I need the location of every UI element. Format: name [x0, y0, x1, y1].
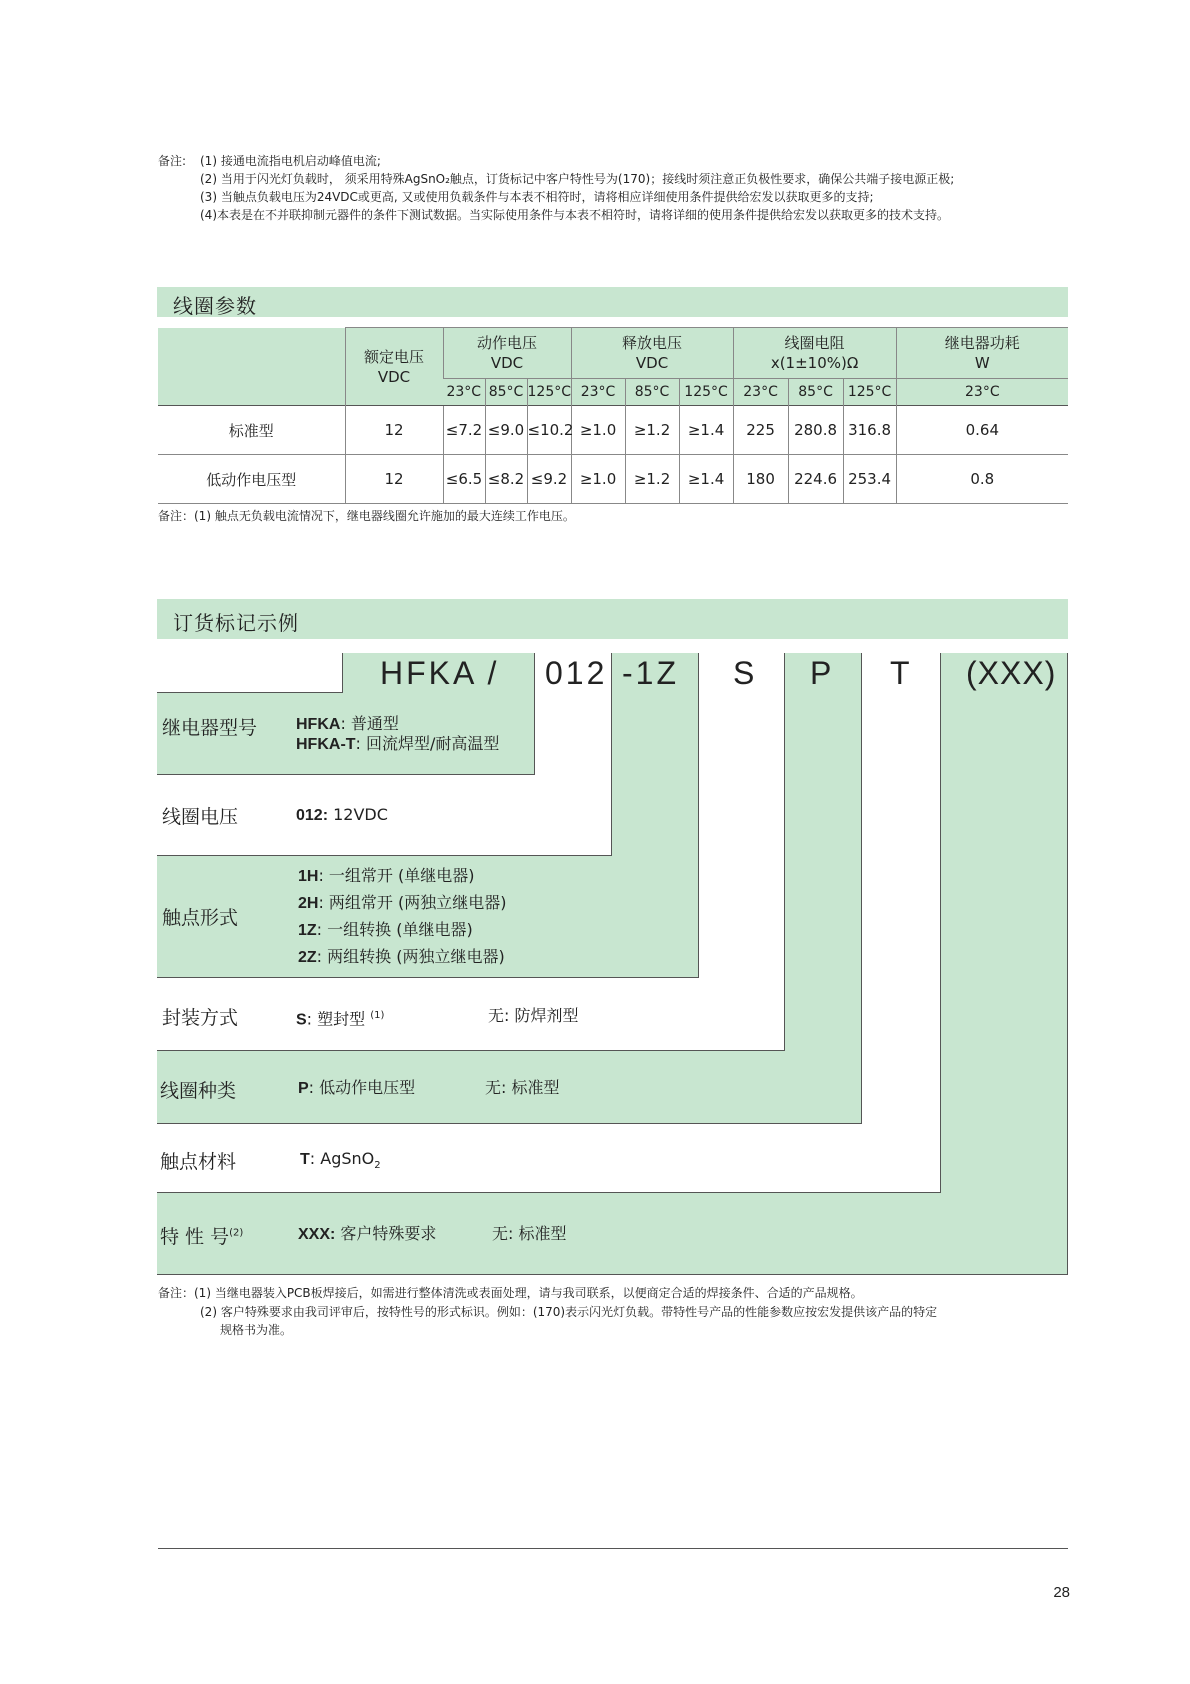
cell: 0.64	[896, 406, 1068, 455]
desc-seal: S: 塑封型 $^{(1)}$	[296, 1009, 385, 1029]
temp-header: 23°C	[896, 379, 1068, 406]
desc-contact-4: 2Z: 两组转换 (两独立继电器)	[298, 947, 505, 966]
temp-header: 85°C	[485, 379, 527, 406]
desc-seal-alt: 无: 防焊剂型	[488, 1006, 579, 1025]
coil-section-title: 线圈参数	[173, 294, 257, 318]
header-rated-voltage: 额定电压 VDC	[345, 328, 443, 406]
order-note-2: (2) 客户特殊要求由我司评审后，按特性号的形式标识。例如：(170)表示闪光灯负载。带特性号产品的性能参数应按宏发提供该产品的特定	[200, 1305, 938, 1319]
code-special: (XXX)	[966, 655, 1057, 691]
table-row	[158, 455, 1068, 504]
header-coil-resistance: 线圈电阻 x(1±10%)Ω	[733, 328, 896, 379]
cell: 280.8	[788, 406, 843, 455]
top-note-2: (2) 当用于闪光灯负载时， 须采用特殊AgSnO₂触点，订货标记中客户特性号为(170)；接线时须注意正负极性要求，确保公共端子接电源正极;	[200, 172, 955, 186]
code-seal: S	[733, 655, 758, 691]
coil-parameter-table	[158, 327, 1068, 504]
order-section-title: 订货标记示例	[173, 611, 299, 635]
label-contact: 触点形式	[162, 907, 239, 929]
cell: 253.4	[843, 455, 896, 504]
desc-contact-3: 1Z: 一组转换 (单继电器)	[298, 920, 473, 939]
cell: ≤8.2	[485, 455, 527, 504]
temp-header: 125°C	[527, 379, 571, 406]
top-note-4: (4)本表是在不并联抑制元器件的条件下测试数据。当实际使用条件与本表不相符时，请将详细的使用条件提供给宏发以获取更多的技术支持。	[200, 208, 950, 222]
cell: 316.8	[843, 406, 896, 455]
order-note-3: 规格书为准。	[220, 1323, 293, 1337]
header-pickup-voltage: 动作电压 VDC	[443, 328, 571, 379]
cell: ≤6.5	[443, 455, 485, 504]
coil-note: 备注：(1) 触点无负载电流情况下，继电器线圈允许施加的最大连续工作电压。	[158, 509, 575, 523]
order-section-header	[157, 599, 1068, 639]
label-special: 特 性 号$^{(2)}$	[160, 1226, 244, 1248]
code-contact: -1Z	[622, 655, 679, 691]
cell: ≥1.0	[571, 455, 625, 504]
label-model: 继电器型号	[162, 717, 258, 739]
code-material: T	[890, 655, 913, 691]
desc-coil-type-alt: 无: 标准型	[485, 1078, 560, 1097]
cell: ≥1.2	[625, 455, 679, 504]
cell: ≤9.2	[527, 455, 571, 504]
row-type: 标准型	[158, 406, 345, 455]
cell: 12	[345, 406, 443, 455]
row-type: 低动作电压型	[158, 455, 345, 504]
cell: 225	[733, 406, 788, 455]
label-seal: 封装方式	[162, 1007, 239, 1029]
footer-divider	[158, 1548, 1068, 1549]
cell: ≥1.0	[571, 406, 625, 455]
desc-model-2: HFKA-T: 回流焊型/耐高温型	[296, 734, 500, 753]
desc-contact-1: 1H: 一组常开 (单继电器)	[298, 866, 475, 885]
code-model: HFKA /	[380, 655, 500, 691]
desc-special: XXX: 客户特殊要求	[298, 1224, 437, 1243]
code-coil: P	[810, 655, 835, 691]
temp-header: 23°C	[443, 379, 485, 406]
desc-contact-material: T: AgSnO$_2$	[300, 1149, 381, 1172]
cell: ≤9.0	[485, 406, 527, 455]
header-type-cell	[158, 328, 345, 406]
cell: 0.8	[896, 455, 1068, 504]
cell: 180	[733, 455, 788, 504]
desc-voltage: 012: 12VDC	[296, 805, 388, 824]
desc-contact-2: 2H: 两组常开 (两独立继电器)	[298, 893, 507, 912]
cell: ≤7.2	[443, 406, 485, 455]
label-voltage: 线圈电压	[162, 806, 239, 828]
temp-header: 23°C	[733, 379, 788, 406]
desc-special-alt: 无: 标准型	[492, 1224, 567, 1243]
temp-header: 85°C	[788, 379, 843, 406]
cell: ≥1.4	[679, 406, 733, 455]
page-number: 28	[1053, 1584, 1070, 1601]
cell: ≥1.2	[625, 406, 679, 455]
top-note-3: (3) 当触点负载电压为24VDC或更高, 又或使用负载条件与本表不相符时，请将相应详细使用条件提供给宏发以获取更多的支持;	[200, 190, 874, 204]
desc-model-1: HFKA: 普通型	[296, 714, 399, 733]
table-row	[158, 406, 1068, 455]
label-coil-type: 线圈种类	[160, 1080, 237, 1102]
top-note-1: (1) 接通电流指电机启动峰值电流;	[200, 154, 381, 168]
note-label: 备注:	[158, 154, 187, 168]
cell: ≤10.2	[527, 406, 571, 455]
cell: 224.6	[788, 455, 843, 504]
temp-header: 85°C	[625, 379, 679, 406]
desc-coil-type: P: 低动作电压型	[298, 1078, 416, 1097]
label-contact-material: 触点材料	[160, 1151, 237, 1173]
order-note-1: 备注：(1) 当继电器装入PCB板焊接后，如需进行整体清洗或表面处理，请与我司联系，以便商定合适的焊接条件、合适的产品规格。	[158, 1286, 863, 1300]
header-power-consumption: 继电器功耗 W	[896, 328, 1068, 379]
cell: 12	[345, 455, 443, 504]
header-release-voltage: 释放电压 VDC	[571, 328, 733, 379]
cell: ≥1.4	[679, 455, 733, 504]
temp-header: 125°C	[679, 379, 733, 406]
code-voltage: 012	[545, 655, 608, 691]
temp-header: 125°C	[843, 379, 896, 406]
coil-section-header	[157, 287, 1068, 317]
temp-header: 23°C	[571, 379, 625, 406]
